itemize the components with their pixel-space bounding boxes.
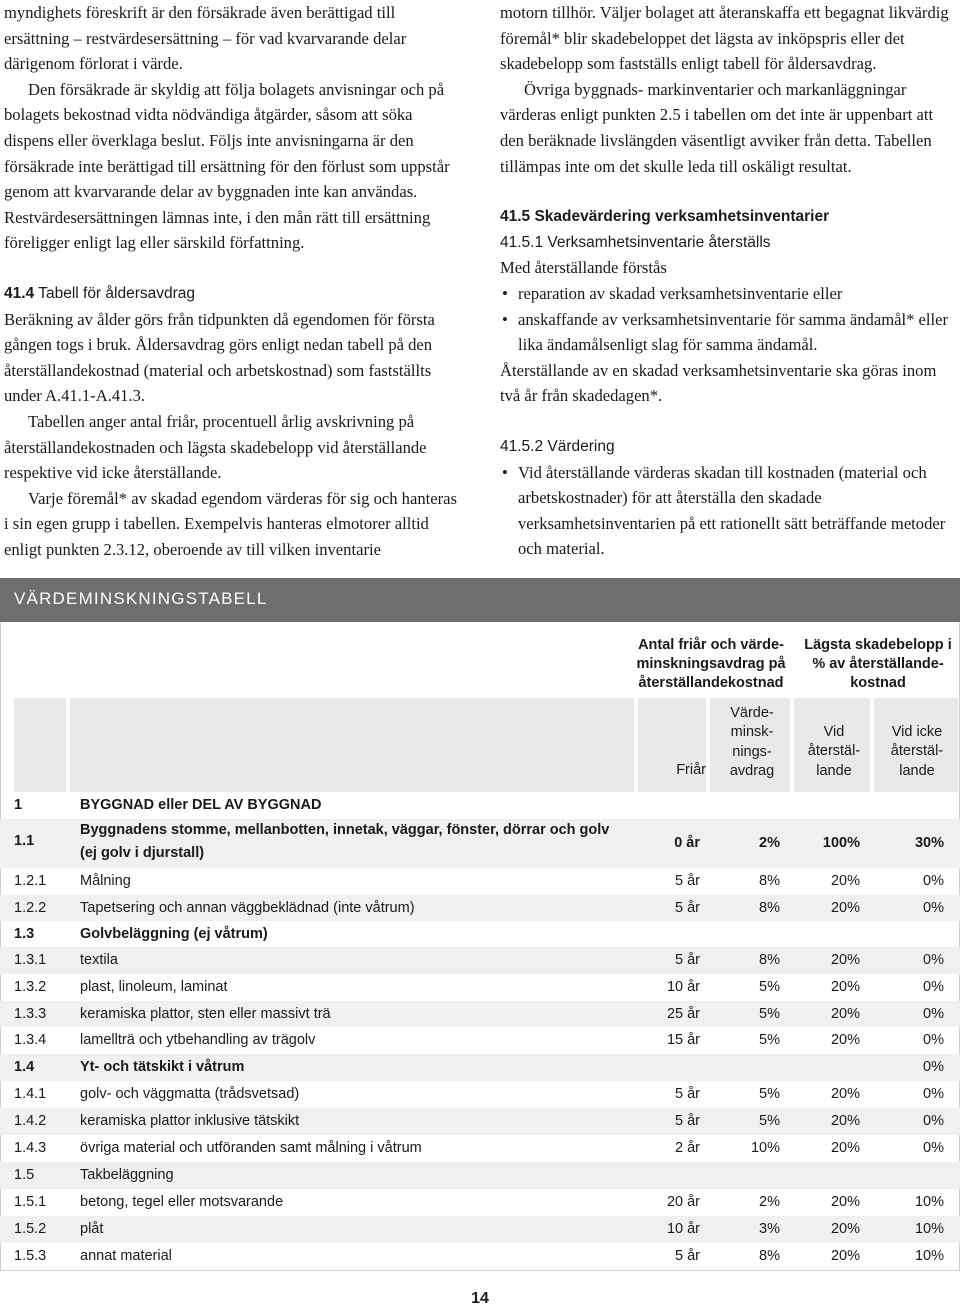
row-value-v4: 10%	[914, 1194, 944, 1210]
row-label: Byggnadens stomme, mellanbotten, innetak, väggar, fönster, dörrar och golv	[80, 822, 610, 838]
table-row	[0, 1243, 960, 1270]
row-code: 1.5.1	[14, 1194, 47, 1210]
row-label: Yt- och tätskikt i våtrum	[80, 1059, 245, 1075]
list-item: • reparation av skadad verksamhetsinventarie eller	[500, 281, 958, 307]
row-code: 1.4	[14, 1059, 35, 1075]
row-value-v2: 5%	[759, 1005, 780, 1022]
col-header-vid-aterstallande: Vid återstäl- lande	[807, 724, 861, 779]
row-code: 1.3.3	[14, 1005, 47, 1022]
row-code: 1.5.3	[14, 1248, 47, 1264]
row-value-v2: 3%	[759, 1221, 780, 1237]
row-value-v2: 2%	[759, 1194, 780, 1210]
table-row	[0, 868, 960, 895]
row-value-v4: 0%	[923, 1059, 944, 1075]
row-value-v3: 20%	[830, 1194, 860, 1210]
paragraph: motorn tillhör. Väljer bolaget att återanskaffa ett begagnat likvärdig föremål* blir skadebeloppet det lägsta av inköpspris eller det skadebelopp som fastställs enligt tabell för åldersavdrag.	[500, 3, 949, 74]
row-label: BYGGNAD eller DEL AV BYGGNAD	[80, 797, 322, 813]
row-value-v3: 20%	[830, 1113, 860, 1129]
row-label: golv- och väggmatta (trådsvetsad)	[80, 1086, 300, 1102]
row-value-v3: 20%	[830, 899, 860, 916]
row-label: plåt	[80, 1221, 104, 1237]
paragraph: Tabellen anger antal friår, procentuell årlig avskrivning på återställandekostnaden och lägsta skadebelopp vid återställande respektive vid icke återställande.	[4, 411, 427, 483]
row-code: 1.5.2	[14, 1221, 47, 1237]
row-label: lamellträ och ytbehandling av trägolv	[80, 1032, 316, 1048]
row-value-v3: 20%	[830, 1086, 860, 1102]
row-value-v4: 0%	[923, 952, 944, 968]
bullet-list	[500, 281, 958, 358]
section-heading-41-5: 41.5 Skadevärdering verksamhetsinventarier	[500, 208, 830, 226]
row-value-v3: 20%	[830, 952, 860, 968]
row-label: Tapetsering och annan väggbeklädnad (inte våtrum)	[80, 899, 415, 916]
row-value-v1: 0 år	[674, 835, 700, 851]
row-value-v1: 5 år	[675, 873, 700, 889]
row-value-v1: 25 år	[666, 1005, 700, 1022]
row-value-v2: 8%	[759, 1248, 780, 1264]
row-value-v3: 20%	[830, 1032, 860, 1048]
row-code: 1.2.1	[14, 873, 47, 889]
row-value-v4: 10%	[914, 1221, 944, 1237]
row-value-v4: 0%	[923, 899, 944, 916]
row-code: 1.4.2	[14, 1113, 47, 1129]
row-value-v2: 10%	[750, 1140, 780, 1156]
row-label: plast, linoleum, laminat	[80, 979, 228, 995]
row-value-v3: 20%	[830, 1221, 860, 1237]
table-row	[0, 1001, 960, 1027]
row-code: 1.1	[14, 833, 35, 849]
table-row	[0, 1027, 960, 1054]
row-value-v2: 8%	[759, 952, 780, 968]
table-row	[0, 1081, 960, 1108]
row-label: betong, tegel eller motsvarande	[80, 1194, 284, 1210]
table-row	[0, 1108, 960, 1135]
row-value-v4: 0%	[923, 1140, 944, 1156]
row-value-v4: 0%	[923, 1086, 944, 1102]
row-code: 1.3.1	[14, 952, 47, 968]
row-value-v1: 2 år	[675, 1140, 700, 1156]
row-code: 1	[14, 797, 23, 813]
row-label: Takbeläggning	[80, 1167, 174, 1183]
table-row	[0, 1135, 960, 1162]
row-label: Golvbeläggning (ej våtrum)	[80, 925, 268, 942]
paragraph: myndighets föreskrift är den försäkrade även berättigad till ersättning – restvärdesersättning – för vad kvarvarande delar därigenom förlorat i värde.	[4, 3, 407, 74]
col-header-vardeminskningsavdrag: Värde- minsk- nings- avdrag	[729, 705, 775, 779]
subsection-heading-41-5-2: 41.5.2 Värdering	[500, 437, 615, 455]
row-value-v2: 5%	[759, 1032, 780, 1048]
paragraph: Den försäkrade är skyldig att följa bolagets anvisningar och på bolagets bekostnad vidta nödvändiga åtgärder, såsom att söka dispens eller överklaga beslut. Följs inte anvisningarna är den försäkrade inte berättigad till ersättning för den förlust som uppstår genom att kvarvarande delar av byggnaden inte kan användas. Restvärdesersättningen lämnas inte, i den mån rätt till ersättning föreligger enligt lag eller särskild författning.	[4, 79, 450, 253]
row-code: 1.4.3	[14, 1140, 47, 1156]
row-value-v4: 0%	[923, 1032, 944, 1048]
table-row	[0, 947, 960, 974]
row-value-v3: 20%	[830, 1248, 860, 1264]
row-code: 1.5	[14, 1167, 35, 1183]
row-value-v3: 20%	[830, 979, 860, 995]
row-label-continuation: (ej golv i djurstall)	[80, 845, 205, 861]
paragraph: Återställande av en skadad verksamhetsinventarie ska göras inom två år från skadedagen*.	[500, 360, 937, 406]
row-value-v1: 5 år	[675, 1086, 700, 1102]
row-label: övriga material och utföranden samt målning i våtrum	[80, 1140, 422, 1156]
row-code: 1.2.2	[14, 899, 47, 916]
row-label: Målning	[80, 873, 131, 889]
row-value-v2: 2%	[759, 835, 780, 851]
table-row	[0, 895, 960, 921]
row-value-v1: 15 år	[666, 1032, 700, 1048]
row-label: annat material	[80, 1248, 172, 1264]
row-value-v4: 0%	[923, 979, 944, 995]
row-value-v1: 5 år	[675, 899, 700, 916]
table-row	[0, 792, 960, 819]
subsection-heading-41-5-1: 41.5.1 Verksamhetsinventarie återställs	[500, 233, 771, 251]
page-number: 14	[471, 1290, 489, 1307]
paragraph: Varje föremål* av skadad egendom värderas för sig och hanteras i sin egen grupp i tabellen. Exempelvis hanteras elmotorer alltid enligt punkten 2.3.12, oberoende av till vilken inventarie	[4, 488, 457, 559]
table-row	[0, 819, 960, 868]
row-value-v3: 20%	[830, 873, 860, 889]
row-label: keramiska plattor, sten eller massivt trä	[80, 1005, 331, 1022]
table-row	[0, 1054, 960, 1081]
right-text-column	[500, 0, 958, 562]
paragraph: Med återställande förstås	[500, 258, 667, 278]
col-header-vid-icke-aterstallande: Vid icke återstäl- lande	[890, 724, 944, 779]
row-value-v1: 20 år	[666, 1194, 700, 1210]
table-row	[0, 1189, 960, 1216]
row-label: keramiska plattor inklusive tätskikt	[80, 1113, 300, 1129]
table-row	[0, 1216, 960, 1243]
table-row	[0, 921, 960, 947]
row-value-v3: 100%	[822, 835, 860, 851]
col-header-friar: Friår	[676, 762, 706, 778]
table-row	[0, 974, 960, 1001]
left-text-column	[4, 0, 460, 562]
bullet-list	[500, 460, 958, 562]
paragraph: Övriga byggnads- markinventarier och markanläggningar värderas enligt punkten 2.5 i tabellen om det inte är uppenbart att den beräknade livslängden väsentligt avviker från detta. Tabellen tillämpas inte om det skulle leda till oskäligt resultat.	[500, 79, 934, 176]
row-value-v3: 20%	[830, 1005, 860, 1022]
row-value-v4: 0%	[923, 1005, 944, 1022]
header-cell-label	[70, 698, 634, 792]
row-code: 1.3	[14, 925, 35, 942]
row-code: 1.3.4	[14, 1032, 47, 1048]
row-value-v4: 0%	[923, 873, 944, 889]
row-value-v2: 5%	[759, 979, 780, 995]
row-value-v3: 20%	[830, 1140, 860, 1156]
group-header-min-amount: Lägsta skadebelopp i % av återställande- kostnad	[804, 637, 952, 691]
list-item: • anskaffande av verksamhetsinventarie för samma ändamål* eller lika ändamålsenligt slag för samma ändamål.	[500, 307, 958, 358]
row-value-v4: 0%	[923, 1113, 944, 1129]
row-value-v2: 8%	[759, 899, 780, 916]
row-value-v2: 5%	[759, 1113, 780, 1129]
row-code: 1.4.1	[14, 1086, 47, 1102]
row-value-v1: 5 år	[675, 952, 700, 968]
row-value-v1: 5 år	[675, 1248, 700, 1264]
paragraph: Beräkning av ålder görs från tidpunkten då egendomen för första gången togs i bruk. Åldersavdrag görs enligt nedan tabell på den återställandekostnad (material och arbetskostnad) som fastställts under A.41.1-A.41.3.	[4, 309, 435, 406]
list-item: • Vid återställande värderas skadan till kostnaden (material och arbetskostnader) för att återställa den skadade verksamhetsinventarien på ett rationellt sätt beträffande metoder och material.	[500, 460, 958, 562]
row-code: 1.3.2	[14, 979, 47, 995]
row-value-v1: 5 år	[675, 1113, 700, 1129]
row-value-v1: 10 år	[666, 979, 700, 995]
table-title-banner	[0, 578, 960, 622]
row-value-v2: 8%	[759, 873, 780, 889]
header-cell-code	[14, 698, 66, 792]
row-value-v4: 10%	[914, 1248, 944, 1264]
row-value-v1: 10 år	[666, 1221, 700, 1237]
section-heading-41-4: 41.4 Tabell för åldersavdrag	[4, 284, 196, 302]
row-value-v4: 30%	[914, 835, 944, 851]
table-title: VÄRDEMINSKNINGSTABELL	[14, 589, 268, 608]
table-row	[0, 1162, 960, 1189]
row-label: textila	[80, 952, 118, 968]
row-value-v2: 5%	[759, 1086, 780, 1102]
group-header-deduction: Antal friår och värde- minskningsavdrag på återställandekostnad	[636, 637, 786, 691]
